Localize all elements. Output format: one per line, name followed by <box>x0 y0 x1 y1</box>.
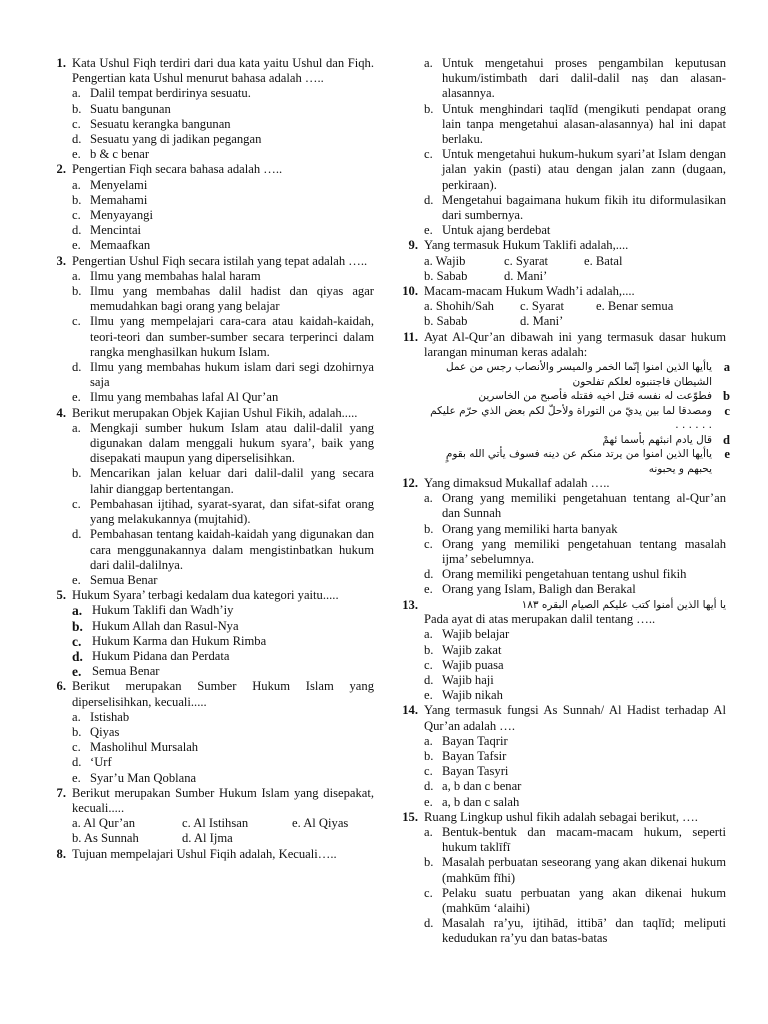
option-letter: d. <box>72 360 82 375</box>
option-letter: b. <box>424 749 434 764</box>
option-letter: a. <box>72 86 81 101</box>
option-letter: c. <box>72 116 81 131</box>
option-letter: d. <box>72 223 82 238</box>
option-letter: c. <box>424 536 433 551</box>
option-text: Hukum Pidana dan Perdata <box>92 648 230 663</box>
option-text: Ilmu yang membahas hukum islam dari segi dzohirnya saja <box>90 360 374 390</box>
option-letter: a. <box>72 268 81 283</box>
question-4 <box>40 406 374 588</box>
option-3 <box>424 764 726 779</box>
option-2 <box>72 284 374 314</box>
option-text: Ilmu yang membahas lafal Al Qur’an <box>90 390 279 405</box>
option-text: a, b dan c salah <box>442 794 520 809</box>
option-letter: e. <box>72 238 81 253</box>
option-text: Pembahasan tentang kaidah-kaidah yang digunakan dan cara menggunakannya dalam mengistinbatkan hukum dari dalil-dalilnya. <box>90 527 374 572</box>
option-list <box>424 491 726 597</box>
option-1 <box>72 269 374 284</box>
option-text: Orang yang memiliki harta banyak <box>442 521 618 536</box>
option-3 <box>424 537 726 567</box>
option-4 <box>72 223 374 238</box>
option-3 <box>72 117 374 132</box>
option-letter: d. <box>424 916 434 931</box>
option-text: Masalah perbuatan seseorang yang akan dikenai hukum (mahkūm fīhi) <box>442 855 726 885</box>
option-letter: e. <box>72 572 81 587</box>
option-letter: b. <box>424 521 434 536</box>
option-e: e. Batal <box>584 253 623 268</box>
option-text: Wajib haji <box>442 673 494 687</box>
option-text: Syar’u Man Qoblana <box>90 770 197 785</box>
question-stem: Pada ayat di atas merupakan dalil tentang ….. <box>424 612 656 627</box>
question-stem: Pengertian Fiqh secara bahasa adalah ….. <box>72 162 283 177</box>
question-stem: Hukum Syara’ terbagi kedalam dua kategori yaitu..... <box>72 588 339 603</box>
question-number: 13. <box>402 597 418 612</box>
option-text: Bayan Tafsir <box>442 749 507 764</box>
option-1 <box>72 178 374 193</box>
option-5 <box>72 147 374 162</box>
question-13 <box>392 598 726 704</box>
option-letter: a. <box>424 825 433 840</box>
option-text: ‘Urf <box>90 755 112 770</box>
option-e: e. Benar semua <box>596 299 674 314</box>
option-2 <box>72 725 374 740</box>
option-text: Suatu bangunan <box>90 101 171 116</box>
option-letter: a. <box>72 420 81 435</box>
option-text: Mencarikan jalan keluar dari dalil-dalil yang secara lahir dianggap bertentangan. <box>90 466 374 496</box>
question-10 <box>392 284 726 330</box>
question-stem: Yang termasuk Hukum Taklifi adalah,.... <box>424 238 629 253</box>
option-2 <box>72 102 374 117</box>
question-stem: Yang termasuk fungsi As Sunnah/ Al Hadist terhadap Al Qur’an adalah …. <box>424 703 726 733</box>
option-5 <box>424 582 726 597</box>
option-letter: a. <box>72 603 83 619</box>
option-1 <box>72 421 374 467</box>
option-1 <box>424 56 726 102</box>
option-text: Semua Benar <box>92 664 160 679</box>
arabic-option-list <box>424 360 730 476</box>
option-text: Dalil tempat berdirinya sesuatu. <box>90 86 251 101</box>
option-list <box>72 603 374 679</box>
option-2 <box>424 522 726 537</box>
option-list <box>72 710 374 786</box>
question-number: 9. <box>408 238 418 253</box>
arabic-option-4 <box>424 432 730 448</box>
option-letter: a. <box>72 709 81 724</box>
option-text: Orang yang memiliki pengetahuan tentang masalah ijma’ sebelumnya. <box>442 536 726 567</box>
option-b: b. As Sunnah <box>72 831 139 846</box>
option-3 <box>72 634 374 649</box>
option-b: b. Sabab <box>424 268 468 283</box>
option-text: Wajib puasa <box>442 657 504 672</box>
arabic-option-2 <box>424 389 730 404</box>
option-1 <box>424 491 726 521</box>
question-9 <box>392 238 726 284</box>
arabic-option-text: ياأيها الذين امنوا إنّما الخمر والميسر والأنصاب رجس من عمل الشيطان فاجتنبوه لعلكم تفلحون <box>445 361 712 388</box>
question-stem: Macam-macam Hukum Wadh’i adalah,.... <box>424 284 635 299</box>
option-letter: e. <box>72 147 81 162</box>
option-row <box>424 269 726 284</box>
option-letter: c. <box>72 496 81 511</box>
option-letter: d. <box>424 673 434 687</box>
option-letter: d. <box>424 567 434 582</box>
option-letter: c. <box>72 314 81 329</box>
option-letter: c. <box>424 147 433 162</box>
question-number: 5. <box>56 588 66 603</box>
option-letter: a. <box>424 627 433 642</box>
option-d: d. Mani’ <box>520 314 564 329</box>
arabic-option-3 <box>424 403 730 433</box>
option-text: Mengkaji sumber hukum Islam atau dalil-dalil yang digunakan dalam menggali hukum syara’, baik yang disepakati maupun yang diperselisihkan. <box>90 420 374 466</box>
option-letter: a. <box>424 56 433 70</box>
question-stem: Tujuan mempelajari Ushul Fiqih adalah, Kecuali….. <box>72 846 337 861</box>
option-c: c. Syarat <box>504 253 549 268</box>
option-text: Mengetahui bagaimana hukum fikih itu diformulasikan dari sumbernya. <box>442 192 726 223</box>
option-text: Masholihul Mursalah <box>90 740 199 755</box>
question-stem: Pengertian Ushul Fiqh secara istilah yang tepat adalah ….. <box>72 253 368 268</box>
option-text: Wajib zakat <box>442 642 502 657</box>
question-number: 11. <box>402 329 418 344</box>
option-4 <box>72 527 374 573</box>
question-1 <box>40 56 374 162</box>
option-letter: b. <box>424 642 434 657</box>
option-5 <box>72 390 374 405</box>
question-number: 4. <box>56 405 66 420</box>
question-stem: Berikut merupakan Sumber Hukum Islam yang diperselisihkan, kecuali..... <box>72 679 374 709</box>
option-text: Wajib nikah <box>442 688 503 703</box>
question-14 <box>392 703 726 809</box>
option-letter: a. <box>424 733 433 748</box>
option-text: Untuk mengetahui proses pengambilan keputusan hukum/istimbath dari dalil-dalil naṣ dan alasan-alasannya. <box>442 56 726 101</box>
option-letter: d. <box>72 648 83 664</box>
option-3 <box>424 658 726 673</box>
option-1 <box>424 627 726 642</box>
option-b: b. Sabab <box>424 314 468 329</box>
option-text: a, b dan c benar <box>442 779 522 794</box>
question-number: 6. <box>56 679 66 694</box>
option-text: Memahami <box>90 192 148 207</box>
option-row <box>424 299 726 314</box>
option-a: a. Wajib <box>424 253 466 268</box>
option-4 <box>424 673 726 688</box>
option-letter: d <box>722 432 730 447</box>
option-letter: b. <box>72 618 83 634</box>
question-stem: Ruang Lingkup ushul fikih adalah sebagai berikut, …. <box>424 809 698 824</box>
option-text: Bentuk-bentuk dan macam-macam hukum, seperti hukum taklīfī <box>442 825 726 855</box>
option-text: Sesuatu kerangka bangunan <box>90 116 231 131</box>
option-text: Untuk ajang berdebat <box>442 223 551 238</box>
option-text: Ilmu yang membahas halal haram <box>90 268 261 283</box>
option-5 <box>72 771 374 786</box>
option-letter: c. <box>424 657 433 672</box>
option-text: Hukum Karma dan Hukum Rimba <box>92 633 267 648</box>
question-number: 3. <box>56 253 66 268</box>
option-4 <box>72 360 374 390</box>
option-list <box>424 627 726 703</box>
option-row <box>72 816 374 831</box>
option-3 <box>424 147 726 193</box>
option-list <box>72 178 374 254</box>
option-letter: b. <box>72 284 82 299</box>
question-7 <box>40 786 374 847</box>
option-3 <box>72 497 374 527</box>
option-text: Wajib belajar <box>442 627 510 642</box>
option-1 <box>72 603 374 618</box>
question-number: 15. <box>402 809 418 824</box>
option-row <box>72 831 374 846</box>
option-3 <box>424 886 726 916</box>
option-list <box>72 86 374 162</box>
question-15 <box>392 810 726 947</box>
option-5 <box>72 664 374 679</box>
option-letter: d. <box>72 132 82 147</box>
arabic-option-1 <box>424 360 730 389</box>
option-text: Mencintai <box>90 223 142 238</box>
option-letter: c. <box>424 885 433 900</box>
option-2 <box>424 102 726 148</box>
option-4 <box>424 567 726 582</box>
option-letter: a <box>723 360 730 375</box>
question-number: 7. <box>56 785 66 800</box>
option-2 <box>424 855 726 885</box>
question-number: 10. <box>402 284 418 299</box>
question-number: 14. <box>402 703 418 718</box>
option-a: a. Al Qur’an <box>72 816 136 831</box>
question-number: 2. <box>56 162 66 177</box>
option-letter: e. <box>72 664 82 680</box>
question-stem: Kata Ushul Fiqh terdiri dari dua kata yaitu Ushul dan Fiqh. Pengertian kata Ushul menurut bahasa adalah ….. <box>72 56 374 86</box>
option-4 <box>72 649 374 664</box>
option-text: Untuk mengetahui hukum-hukum syari’at Islam dengan jalan yakin (pasti) atau dengan jalan zann (dugaan, perkiraan). <box>442 147 726 192</box>
option-4 <box>424 916 726 946</box>
option-text: Masalah ra’yu, ijtihād, ittibā’ dan taqlīd; meliputi kedudukan ra’yu dan batas-batas <box>442 916 726 946</box>
option-text: Menyayangi <box>90 208 153 223</box>
right-column <box>392 56 730 947</box>
option-list <box>72 269 374 406</box>
option-text: Pembahasan ijtihad, syarat-syarat, dan sifat-sifat orang yang melakukannya (mujtahid). <box>90 496 374 527</box>
option-c: c. Syarat <box>520 299 565 314</box>
option-1 <box>424 825 726 855</box>
option-letter: e. <box>72 390 81 405</box>
question-6 <box>40 679 374 785</box>
question-stem: Yang dimaksud Mukallaf adalah ….. <box>424 476 610 491</box>
option-letter: c. <box>72 740 81 755</box>
arabic-option-text: قال يادم انبئهم بأسما ئهمْ <box>602 433 712 446</box>
question-2 <box>40 162 374 253</box>
arabic-option-text: ومصدقا لما بين يديّ من التوراة ولأحلّ لكم بعض الذي حرّم عليكم . . . . . . <box>430 404 712 432</box>
option-2 <box>72 193 374 208</box>
option-text: Orang yang Islam, Baligh dan Berakal <box>442 582 636 597</box>
question-8 <box>40 847 374 862</box>
option-1 <box>72 710 374 725</box>
option-2 <box>72 619 374 634</box>
option-text: Memaafkan <box>90 238 151 253</box>
question-11 <box>392 329 730 476</box>
option-a: a. Shohih/Sah <box>424 299 494 314</box>
option-1 <box>72 86 374 101</box>
option-5 <box>424 795 726 810</box>
question-number: 12. <box>402 476 418 491</box>
question-5 <box>40 588 374 679</box>
option-letter: e <box>724 447 730 462</box>
option-2 <box>424 749 726 764</box>
option-5 <box>72 238 374 253</box>
option-letter: e. <box>424 223 433 238</box>
option-letter: b. <box>72 724 82 739</box>
option-letter: b. <box>72 101 82 116</box>
option-text: Istishab <box>90 709 130 724</box>
option-letter: b. <box>424 855 434 870</box>
question-number: 1. <box>56 56 66 70</box>
question-stem: Ayat Al-Qur’an dibawah ini yang termasuk dasar hukum larangan minuman keras adalah: <box>424 329 726 359</box>
option-letter: d. <box>72 755 82 770</box>
option-letter: e. <box>424 688 433 703</box>
option-letter: b <box>722 389 730 404</box>
option-text: Qiyas <box>90 724 120 739</box>
option-letter: c. <box>424 764 433 779</box>
option-text: Pelaku suatu perbuatan yang akan dikenai hukum (mahkūm ‘alaihi) <box>442 885 726 916</box>
option-letter: b. <box>72 192 82 207</box>
option-d: d. Mani’ <box>504 268 548 283</box>
option-letter: e. <box>72 770 81 785</box>
option-1 <box>424 734 726 749</box>
option-letter: d. <box>424 779 434 794</box>
option-3 <box>72 740 374 755</box>
option-letter: b. <box>424 101 434 116</box>
left-column <box>40 56 374 862</box>
option-text: Menyelami <box>90 177 148 192</box>
option-3 <box>72 208 374 223</box>
option-letter: c. <box>72 633 82 649</box>
option-letter: e. <box>424 582 433 597</box>
option-text: Untuk menghindari taqlīd (mengikuti pendapat orang lain tanpa mengetahui alasan-alasannya) hal ini dapat berlaku. <box>442 101 726 147</box>
option-text: Ilmu yang mempelajari cara-cara atau kaidah-kaidah, teori-teori dan sumber-sumber secara terperinci dalam rangka menghasilkan hukum Islam. <box>90 314 374 359</box>
option-5 <box>424 688 726 703</box>
option-e: e. Al Qiyas <box>292 816 349 831</box>
option-text: Semua Benar <box>90 572 158 587</box>
option-list <box>72 421 374 588</box>
arabic-option-text: فطوّعت له نفسه قتل اخيه فقتله فأصبح من الخاسرين <box>478 390 712 403</box>
option-text: Orang memiliki pengetahuan tentang ushul fikih <box>442 567 687 582</box>
option-2 <box>424 643 726 658</box>
option-letter: a. <box>424 491 433 506</box>
option-c: c. Al Istihsan <box>182 816 249 831</box>
option-text: Hukum Allah dan Rasul-Nya <box>92 618 239 633</box>
option-4 <box>72 755 374 770</box>
question-3 <box>40 254 374 406</box>
question-number: 8. <box>56 846 66 861</box>
option-letter: d. <box>424 192 434 207</box>
arabic-option-5 <box>424 447 730 476</box>
option-text: Bayan Tasyri <box>442 764 509 779</box>
option-text: Hukum Taklifi dan Wadh’iy <box>92 603 234 618</box>
option-text: b & c benar <box>90 147 150 162</box>
option-letter: c. <box>72 208 81 223</box>
option-letter: b. <box>72 466 82 481</box>
option-4 <box>424 193 726 223</box>
question-8-continued <box>392 56 726 238</box>
option-text: Orang yang memiliki pengetahuan tentang al-Qur’an dan Sunnah <box>442 491 726 521</box>
question-12 <box>392 476 726 598</box>
option-2 <box>72 466 374 496</box>
arabic-option-text: ياأيها الذين امنوا من يرتد منكم عن دينه فسوف يأتي الله بقومٍ يحبهم و يحبونه <box>445 448 712 475</box>
option-4 <box>72 132 374 147</box>
option-letter: d. <box>72 527 82 542</box>
option-text: Ilmu yang membahas dalil hadist dan qiyas agar memudahkan bagi orang yang belajar <box>90 284 374 314</box>
option-5 <box>72 573 374 588</box>
option-list <box>424 56 726 238</box>
option-5 <box>424 223 726 238</box>
option-letter: a. <box>72 177 81 192</box>
option-row <box>424 314 726 329</box>
arabic-verse: يا أيها الذين أمنوا كتب عليكم الصيام البقره ١٨٣ <box>521 598 726 611</box>
option-letter: e. <box>424 794 433 809</box>
option-letter: c <box>724 403 730 418</box>
option-4 <box>424 779 726 794</box>
question-stem: Berikut merupakan Objek Kajian Ushul Fikih, adalah..... <box>72 405 358 420</box>
option-3 <box>72 314 374 360</box>
option-text: Bayan Taqrir <box>442 733 508 748</box>
question-stem: Berikut merupakan Sumber Hukum Islam yang disepakat, kecuali..... <box>72 785 374 815</box>
option-list <box>424 825 726 947</box>
option-row <box>424 254 726 269</box>
option-text: Sesuatu yang di jadikan pegangan <box>90 132 262 147</box>
option-d: d. Al Ijma <box>182 831 233 846</box>
option-list <box>424 734 726 810</box>
